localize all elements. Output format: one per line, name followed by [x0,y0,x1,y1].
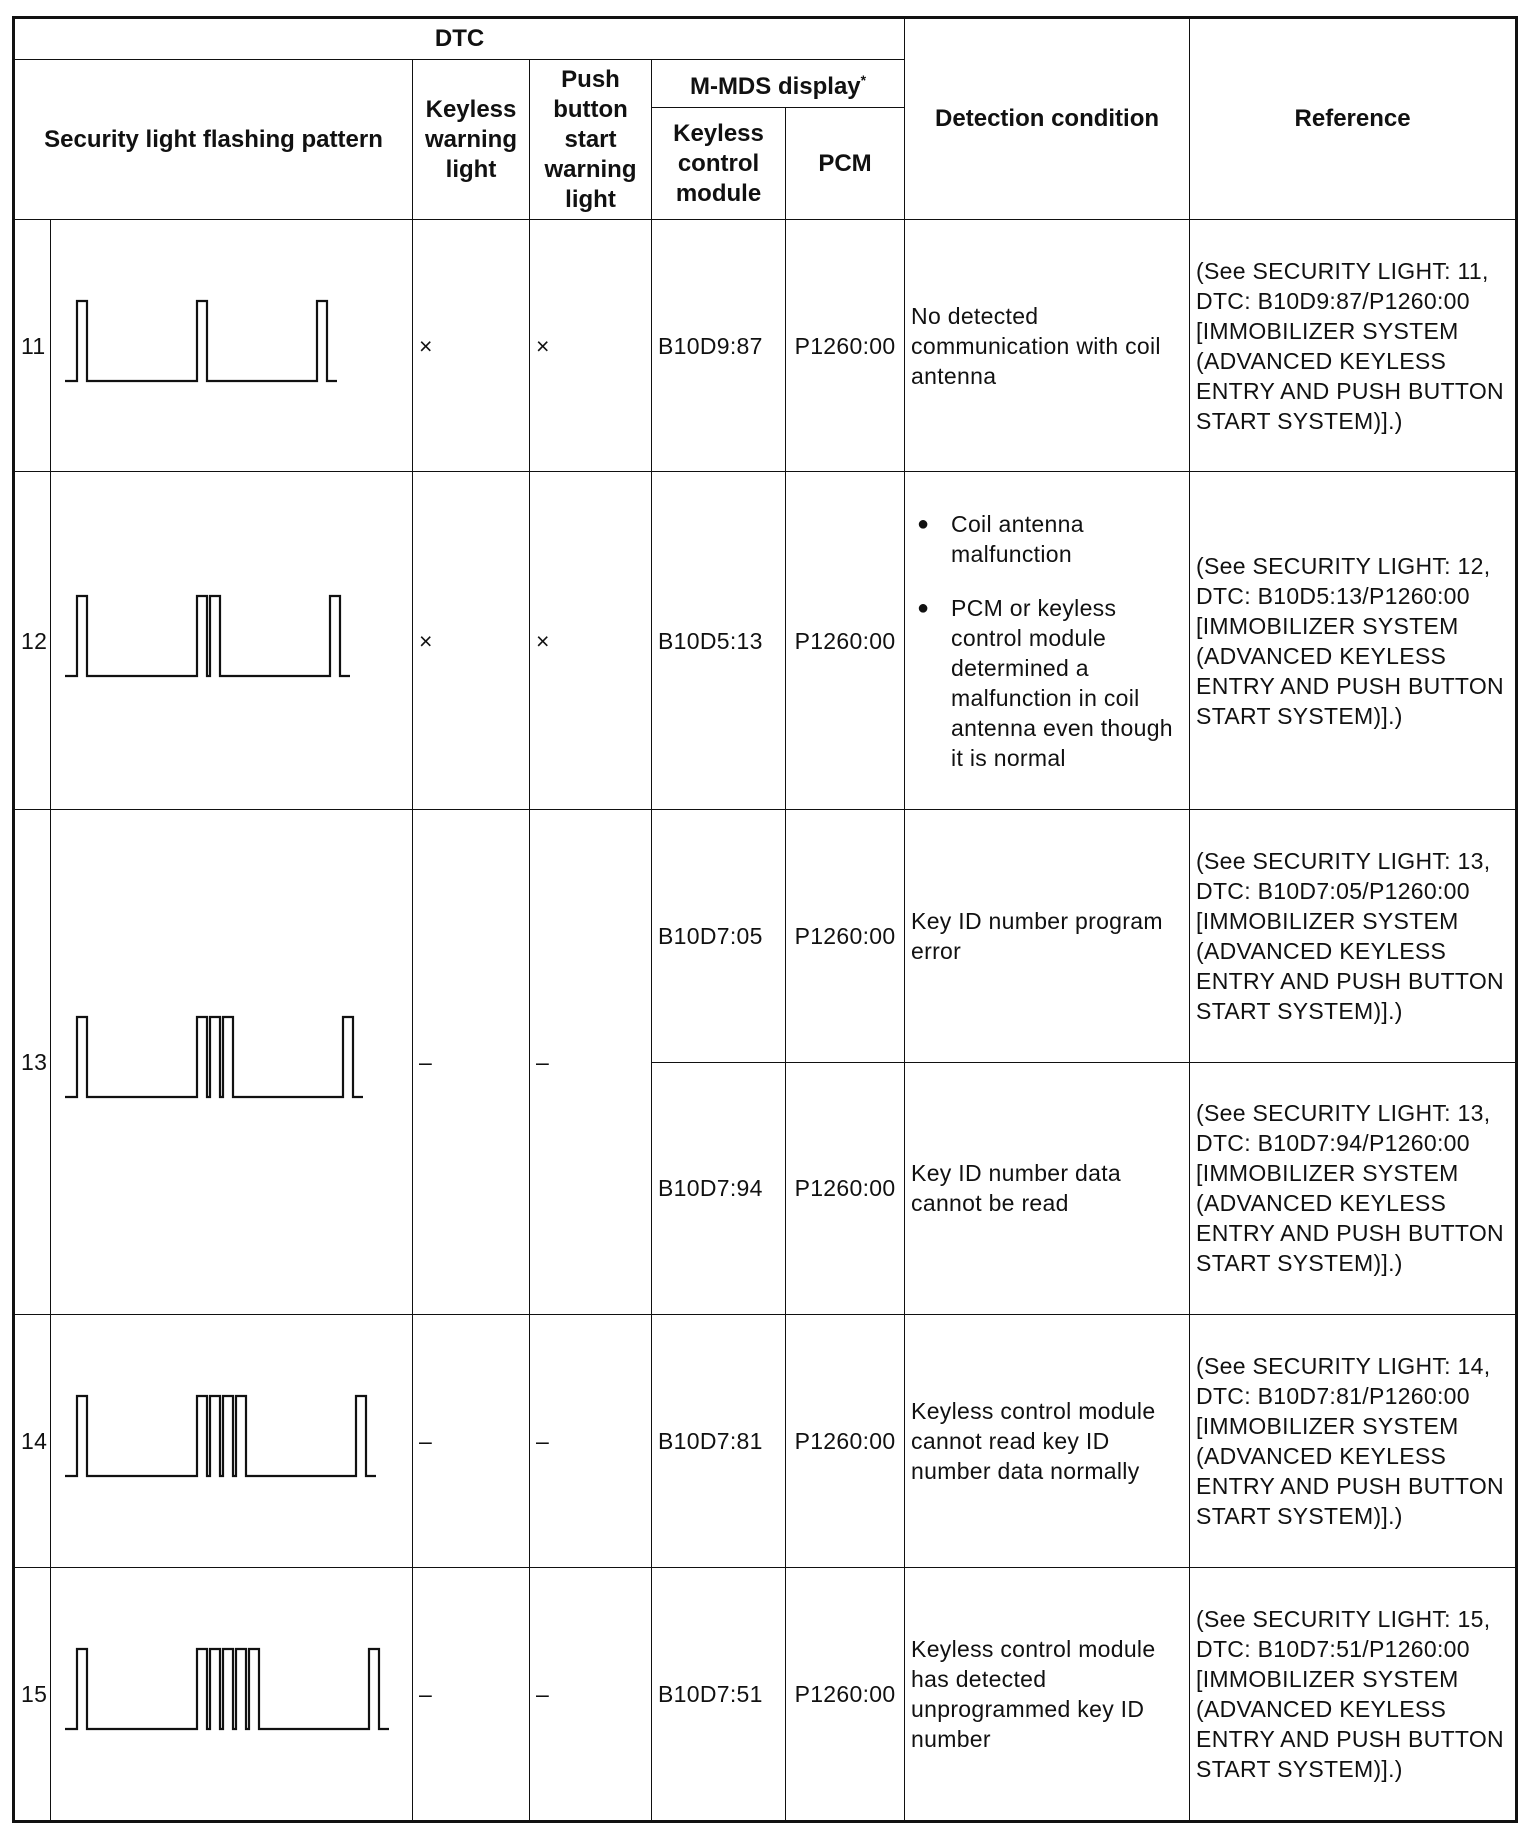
pattern-number: 14 [14,1315,51,1568]
pcm-code: P1260:00 [786,472,905,810]
pcm-code: P1260:00 [786,1315,905,1568]
keyless-module-code: B10D7:51 [652,1568,786,1822]
pattern-number: 13 [14,810,51,1315]
push-button-value: × [530,472,652,810]
detection-condition [905,472,1190,810]
pattern-number: 12 [14,472,51,810]
detection-condition: Key ID number program error [905,810,1190,1063]
keyless-warning-value: – [413,1315,530,1568]
mmds-footnote-mark: * [860,72,867,88]
keyless-module-code: B10D7:81 [652,1315,786,1568]
mmds-display-label: M-MDS display [689,73,861,100]
flash-pattern-graphic [57,1568,413,1820]
keyless-warning-header: Keyless warning light [413,60,530,220]
condition-bullet: ● PCM or keyless control module determined a malfunction in coil antenna even though it is normal [951,593,1183,773]
condition-bullet-list [911,509,1183,773]
flash-pattern-cell [51,472,413,810]
detection-condition: No detected communication with coil antenna [905,220,1190,472]
flash-waveform [65,1396,376,1476]
flashing-pattern-header: Security light flashing pattern [14,60,413,220]
flash-pattern-graphic [57,472,413,809]
push-button-header: Push button start warning light [530,60,652,220]
detection-condition: Keyless control module has detected unprogrammed key ID number [905,1568,1190,1822]
flash-pattern-cell [51,1315,413,1568]
reference-text: (See SECURITY LIGHT: 12, DTC: B10D5:13/P1260:00 [IMMOBILIZER SYSTEM (ADVANCED KEYLESS ENTRY AND PUSH BUTTON START SYSTEM)].) [1190,472,1517,810]
reference-text: (See SECURITY LIGHT: 15, DTC: B10D7:51/P1260:00 [IMMOBILIZER SYSTEM (ADVANCED KEYLESS ENTRY AND PUSH BUTTON START SYSTEM)].) [1190,1568,1517,1822]
flash-waveform [65,1649,389,1729]
reference-text: (See SECURITY LIGHT: 13, DTC: B10D7:05/P1260:00 [IMMOBILIZER SYSTEM (ADVANCED KEYLESS ENTRY AND PUSH BUTTON START SYSTEM)].) [1190,810,1517,1063]
pcm-header: PCM [786,108,905,220]
table-row [14,810,1517,1063]
reference-text: (See SECURITY LIGHT: 11, DTC: B10D9:87/P1260:00 [IMMOBILIZER SYSTEM (ADVANCED KEYLESS ENTRY AND PUSH BUTTON START SYSTEM)].) [1190,220,1517,472]
condition-bullet: ● Coil antenna malfunction [951,509,1183,569]
detection-condition-header: Detection condition [905,18,1190,220]
flash-waveform [65,1017,363,1097]
flash-pattern-cell [51,810,413,1315]
table-row [14,1568,1517,1822]
mmds-display-header [652,60,905,108]
flash-waveform [65,301,337,381]
keyless-module-code: B10D9:87 [652,220,786,472]
pcm-code: P1260:00 [786,810,905,1063]
keyless-module-code: B10D7:05 [652,810,786,1063]
dtc-table [12,16,1518,1823]
push-button-value: – [530,1315,652,1568]
push-button-value: – [530,1568,652,1822]
flash-pattern-graphic [57,1315,413,1567]
keyless-warning-value: – [413,1568,530,1822]
keyless-module-code: B10D5:13 [652,472,786,810]
reference-text: (See SECURITY LIGHT: 13, DTC: B10D7:94/P1260:00 [IMMOBILIZER SYSTEM (ADVANCED KEYLESS ENTRY AND PUSH BUTTON START SYSTEM)].) [1190,1062,1517,1315]
keyless-warning-value: – [413,810,530,1315]
flash-waveform [65,596,350,676]
keyless-warning-value: × [413,220,530,472]
pattern-number: 15 [14,1568,51,1822]
flash-pattern-cell [51,220,413,472]
keyless-warning-value: × [413,472,530,810]
table-row [14,220,1517,472]
push-button-value: × [530,220,652,472]
dtc-header: DTC [14,18,905,60]
flash-pattern-graphic [57,220,413,471]
pcm-code: P1260:00 [786,1062,905,1315]
pattern-number: 11 [14,220,51,472]
pcm-code: P1260:00 [786,1568,905,1822]
table-row [14,472,1517,810]
flash-pattern-cell [51,1568,413,1822]
table-row [14,1315,1517,1568]
detection-condition: Key ID number data cannot be read [905,1062,1190,1315]
reference-header: Reference [1190,18,1517,220]
push-button-value: – [530,810,652,1315]
detection-condition: Keyless control module cannot read key ID number data normally [905,1315,1190,1568]
keyless-module-header: Keyless control module [652,108,786,220]
flash-pattern-graphic [57,810,413,1314]
reference-text: (See SECURITY LIGHT: 14, DTC: B10D7:81/P1260:00 [IMMOBILIZER SYSTEM (ADVANCED KEYLESS ENTRY AND PUSH BUTTON START SYSTEM)].) [1190,1315,1517,1568]
keyless-module-code: B10D7:94 [652,1062,786,1315]
pcm-code: P1260:00 [786,220,905,472]
